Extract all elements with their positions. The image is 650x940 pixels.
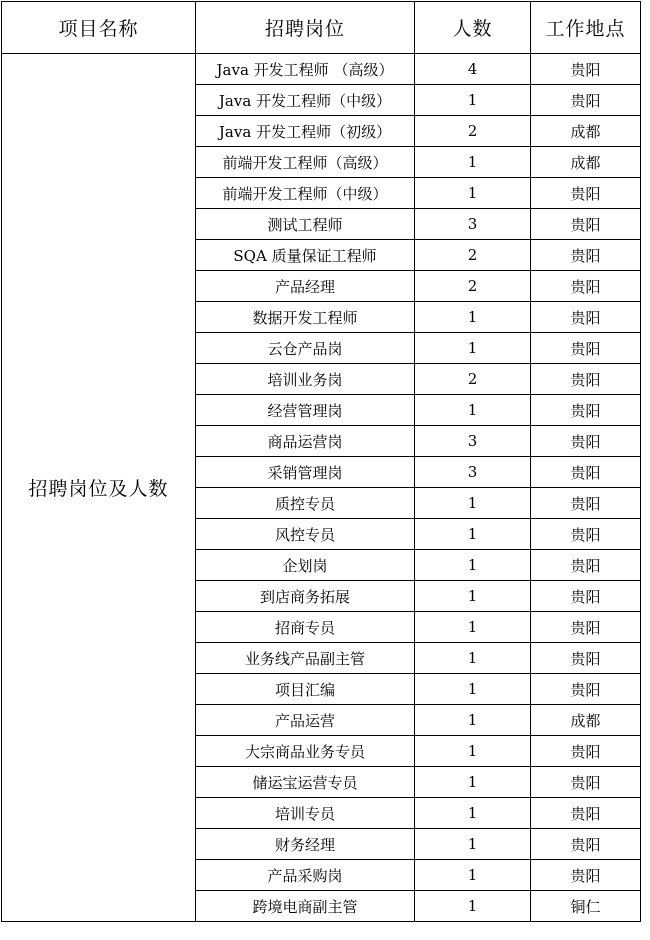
count-cell: 1: [415, 550, 531, 581]
location-cell: 贵阳: [531, 333, 641, 364]
location-cell: 贵阳: [531, 798, 641, 829]
position-cell: 经营管理岗: [196, 395, 415, 426]
position-cell: 质控专员: [196, 488, 415, 519]
location-cell: 铜仁: [531, 891, 641, 922]
position-cell: 产品运营: [196, 705, 415, 736]
location-cell: 贵阳: [531, 240, 641, 271]
count-cell: 1: [415, 302, 531, 333]
position-cell: SQA 质量保证工程师: [196, 240, 415, 271]
count-cell: 1: [415, 395, 531, 426]
count-cell: 2: [415, 364, 531, 395]
location-cell: 贵阳: [531, 457, 641, 488]
position-cell: 前端开发工程师（高级）: [196, 147, 415, 178]
location-cell: 成都: [531, 116, 641, 147]
count-cell: 2: [415, 240, 531, 271]
location-cell: 贵阳: [531, 85, 641, 116]
position-cell: Java 开发工程师 （高级）: [196, 54, 415, 85]
count-cell: 1: [415, 674, 531, 705]
position-cell: 培训专员: [196, 798, 415, 829]
count-cell: 4: [415, 54, 531, 85]
count-cell: 1: [415, 581, 531, 612]
count-cell: 1: [415, 178, 531, 209]
project-name-cell: 招聘岗位及人数: [2, 54, 196, 922]
count-cell: 1: [415, 891, 531, 922]
position-cell: 风控专员: [196, 519, 415, 550]
position-cell: Java 开发工程师（中级）: [196, 85, 415, 116]
position-cell: 储运宝运营专员: [196, 767, 415, 798]
header-row: [2, 2, 641, 54]
position-cell: 前端开发工程师（中级）: [196, 178, 415, 209]
location-cell: 贵阳: [531, 271, 641, 302]
location-cell: 贵阳: [531, 488, 641, 519]
table-row: [2, 54, 641, 85]
location-cell: 贵阳: [531, 395, 641, 426]
header-location: 工作地点: [531, 2, 641, 54]
position-cell: Java 开发工程师（初级）: [196, 116, 415, 147]
table-header: [2, 2, 641, 54]
location-cell: 贵阳: [531, 519, 641, 550]
position-cell: 企划岗: [196, 550, 415, 581]
count-cell: 2: [415, 271, 531, 302]
location-cell: 贵阳: [531, 829, 641, 860]
location-cell: 贵阳: [531, 302, 641, 333]
position-cell: 测试工程师: [196, 209, 415, 240]
position-cell: 产品经理: [196, 271, 415, 302]
location-cell: 贵阳: [531, 178, 641, 209]
position-cell: 产品采购岗: [196, 860, 415, 891]
count-cell: 1: [415, 705, 531, 736]
position-cell: 大宗商品业务专员: [196, 736, 415, 767]
location-cell: 贵阳: [531, 54, 641, 85]
recruitment-table: [1, 1, 641, 922]
count-cell: 3: [415, 426, 531, 457]
count-cell: 1: [415, 643, 531, 674]
header-count: 人数: [415, 2, 531, 54]
header-project-name: 项目名称: [2, 2, 196, 54]
location-cell: 贵阳: [531, 209, 641, 240]
position-cell: 跨境电商副主管: [196, 891, 415, 922]
location-cell: 贵阳: [531, 674, 641, 705]
location-cell: 贵阳: [531, 612, 641, 643]
location-cell: 贵阳: [531, 736, 641, 767]
position-cell: 财务经理: [196, 829, 415, 860]
count-cell: 1: [415, 147, 531, 178]
position-cell: 商品运营岗: [196, 426, 415, 457]
count-cell: 1: [415, 860, 531, 891]
count-cell: 1: [415, 519, 531, 550]
count-cell: 3: [415, 457, 531, 488]
count-cell: 1: [415, 736, 531, 767]
position-cell: 采销管理岗: [196, 457, 415, 488]
location-cell: 贵阳: [531, 550, 641, 581]
count-cell: 1: [415, 85, 531, 116]
position-cell: 云仓产品岗: [196, 333, 415, 364]
count-cell: 1: [415, 798, 531, 829]
position-cell: 培训业务岗: [196, 364, 415, 395]
count-cell: 1: [415, 829, 531, 860]
count-cell: 1: [415, 488, 531, 519]
location-cell: 贵阳: [531, 426, 641, 457]
count-cell: 1: [415, 612, 531, 643]
position-cell: 业务线产品副主管: [196, 643, 415, 674]
location-cell: 贵阳: [531, 767, 641, 798]
count-cell: 1: [415, 767, 531, 798]
position-cell: 项目汇编: [196, 674, 415, 705]
count-cell: 1: [415, 333, 531, 364]
location-cell: 贵阳: [531, 364, 641, 395]
location-cell: 成都: [531, 705, 641, 736]
header-position: 招聘岗位: [196, 2, 415, 54]
count-cell: 2: [415, 116, 531, 147]
position-cell: 数据开发工程师: [196, 302, 415, 333]
location-cell: 贵阳: [531, 860, 641, 891]
location-cell: 贵阳: [531, 643, 641, 674]
count-cell: 3: [415, 209, 531, 240]
location-cell: 贵阳: [531, 581, 641, 612]
table-body: [2, 54, 641, 922]
location-cell: 成都: [531, 147, 641, 178]
position-cell: 招商专员: [196, 612, 415, 643]
position-cell: 到店商务拓展: [196, 581, 415, 612]
